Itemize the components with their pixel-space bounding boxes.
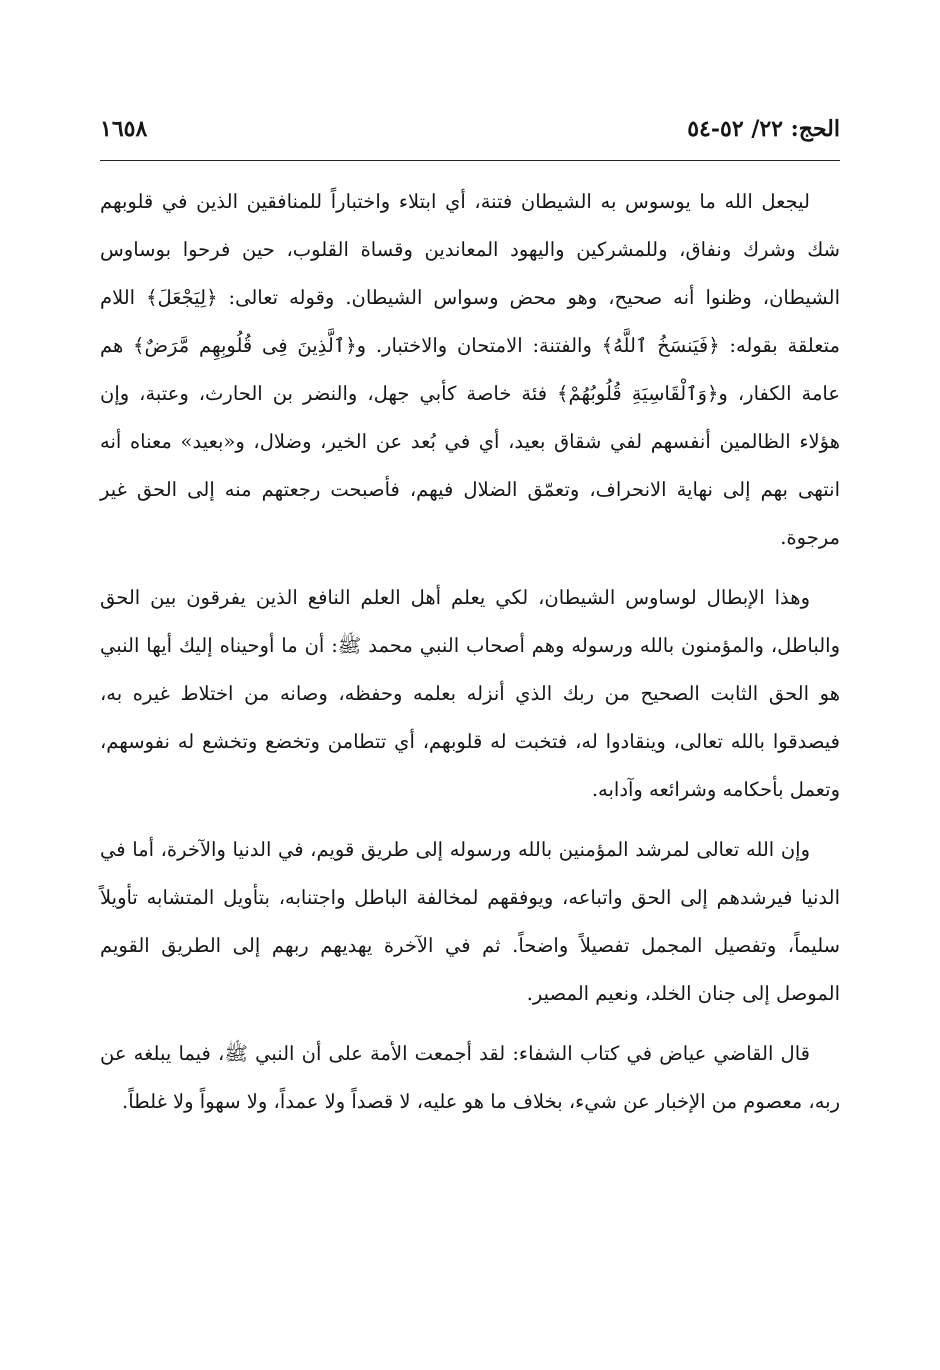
paragraph-2: وهذا الإبطال لوساوس الشيطان، لكي يعلم أهل العلم النافع الذين يفرقون بين الحق والباطل، والمؤمنون بالله ورسوله وهم أصحاب النبي محمد ﷺ: أن ما أوحيناه إليك أيها النبي هو الحق الثابت الصحيح من ربك الذي أنزله بعلمه وحفظه، وصانه من اختلاط غيره به، فيصدقوا بالله تعالى، وينقادوا له، فتخبت له قلوبهم، أي تتطامن وتخضع وتخشع له نفوسهم، وتعمل بأحكامه وشرائعه وآدابه. (100, 586, 840, 801)
page-header (100, 116, 840, 156)
paragraph-1: ليجعل الله ما يوسوس به الشيطان فتنة، أي ابتلاء واختباراً للمنافقين الذين في قلوبهم شك وشرك ونفاق، وللمشركين واليهود المعاندين وقساة القلوب، حين فرحوا بوساوس الشيطان، وظنوا أنه صحيح، وهو محض وسواس الشيطان. وقوله تعالى: ﴿لِيَجْعَلَ﴾ اللام متعلقة بقوله: ﴿فَيَنسَخُ ٱللَّهُ﴾ والفتنة: الامتحان والاختبار. و﴿ٱلَّذِينَ فِى قُلُوبِهِم مَّرَضٌ﴾ هم عامة الكفار، و﴿وَٱلْقَاسِيَةِ قُلُوبُهُمْ﴾ فئة خاصة كأبي جهل، والنضر بن الحارث، وعتبة، وإن هؤلاء الظالمين أنفسهم لفي شقاق بعيد، أي في بُعد عن الخير، وضلال، و«بعيد» معناه أنه انتهى بهم إلى نهاية الانحراف، وتعمّق الضلال فيهم، فأصبحت رجعتهم منه إلى الحق غير مرجوة. (100, 190, 840, 549)
paragraph-4: قال القاضي عياض في كتاب الشفاء: لقد أجمعت الأمة على أن النبي ﷺ، فيما يبلغه عن ربه، معصوم من الإخبار عن شيء، بخلاف ما هو عليه، لا قصداً ولا عمداً، ولا سهواً ولا غلطاً. (100, 1042, 840, 1113)
paragraph-3: وإن الله تعالى لمرشد المؤمنين بالله ورسوله إلى طريق قويم، في الدنيا والآخرة، أما في الدنيا فيرشدهم إلى الحق واتباعه، ويوفقهم لمخالفة الباطل واجتنابه، بتأويل المتشابه تأويلاً سليماً، وتفصيل المجمل تفصيلاً واضحاً. ثم في الآخرة يهديهم ربهم إلى الطريق القويم الموصل إلى جنان الخلد، ونعيم المصير. (100, 838, 840, 1005)
surah-reference: الحج: ٢٢/ ٥٢-٥٤ (687, 116, 840, 142)
page-body (100, 178, 840, 1138)
header-divider (100, 160, 840, 161)
page-number: ١٦٥٨ (100, 116, 148, 142)
